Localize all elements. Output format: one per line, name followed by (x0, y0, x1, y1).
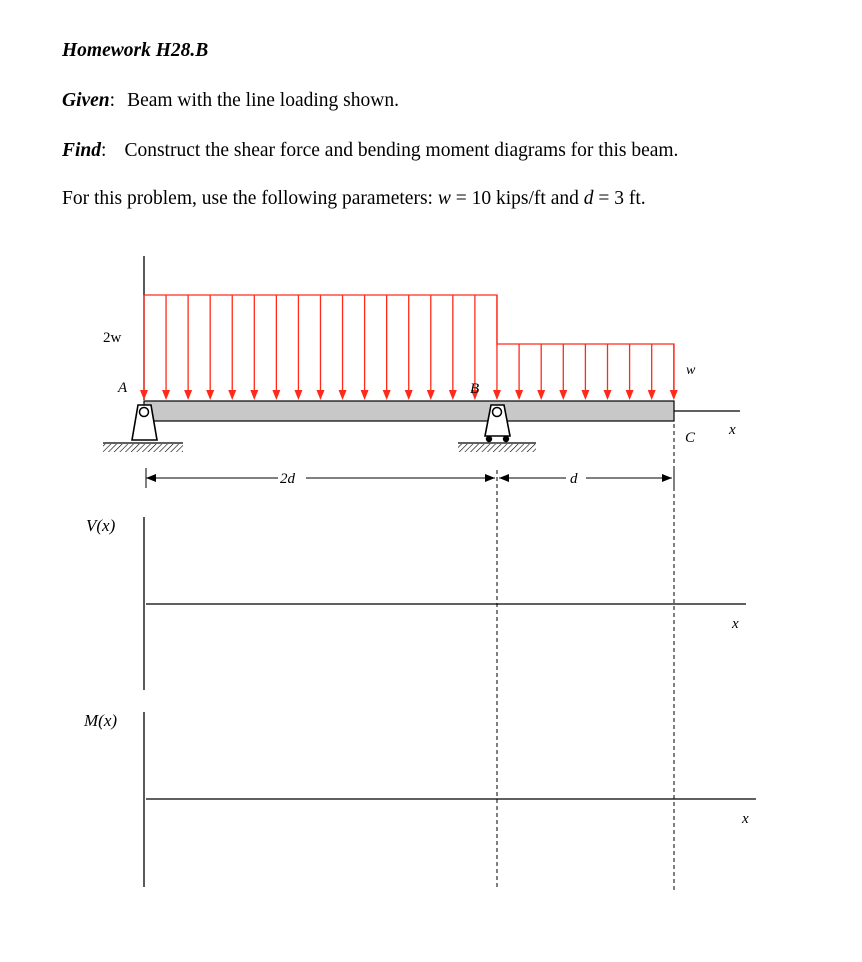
load-arrow-head (427, 390, 435, 400)
beam-x-label: x (729, 422, 736, 438)
find-label: Find (62, 140, 102, 161)
param-d-symbol: d (583, 188, 594, 209)
load-arrow-head (184, 390, 192, 400)
load-arrow-head (648, 390, 656, 400)
dim-2d-label: 2d (280, 471, 295, 487)
shear-label: V(x) (86, 516, 116, 535)
load-arrow-head (626, 390, 634, 400)
find-colon: : (101, 140, 107, 161)
point-c-label: C (685, 430, 696, 446)
point-a-label: A (118, 380, 128, 396)
dim-d-label: d (570, 471, 578, 487)
given-colon: : (109, 90, 116, 111)
shear-x-label: x (732, 616, 739, 632)
dimension-2d (146, 468, 495, 488)
load-arrow-head (294, 390, 302, 400)
distributed-load (140, 295, 678, 400)
load-arrow-head (228, 390, 236, 400)
moment-x-label: x (742, 811, 749, 827)
given-text: Beam with the line loading shown. (127, 90, 399, 111)
load-arrow-head (559, 390, 567, 400)
load-arrow-head (140, 390, 148, 400)
param-d-value: = 3 ft. (593, 188, 646, 209)
point-b-label: B (470, 381, 480, 397)
load-arrow-head (405, 390, 413, 400)
load-arrow-head (383, 390, 391, 400)
load-arrow-head (361, 390, 369, 400)
given-label: Given (62, 90, 110, 111)
load-arrow-head (316, 390, 324, 400)
param-w-value: = 10 kips/ft and (450, 188, 584, 209)
load-arrow-head (537, 390, 545, 400)
moment-diagram (83, 711, 756, 887)
params-prefix: For this problem, use the following parameters: (62, 188, 438, 209)
load-label-2w: 2w (103, 330, 122, 346)
moment-label: M(x) (84, 711, 118, 730)
load-arrow-head (493, 390, 501, 400)
load-arrow-head (206, 390, 214, 400)
load-arrow-head (250, 390, 258, 400)
beam (144, 401, 674, 421)
load-arrow-head (670, 390, 678, 400)
homework-title: Homework H28.B (62, 40, 209, 61)
load-label-w: w (686, 363, 696, 378)
find-text: Construct the shear force and bending moment diagrams for this beam. (124, 140, 679, 161)
load-arrow-head (515, 390, 523, 400)
load-arrow-head (449, 390, 457, 400)
load-arrow-head (604, 390, 612, 400)
load-arrow-head (272, 390, 280, 400)
load-arrow-head (581, 390, 589, 400)
param-w-symbol: w (437, 188, 451, 209)
load-arrow-head (162, 390, 170, 400)
dimension-d (499, 468, 674, 490)
load-arrow-head (339, 390, 347, 400)
shear-diagram (86, 516, 746, 690)
